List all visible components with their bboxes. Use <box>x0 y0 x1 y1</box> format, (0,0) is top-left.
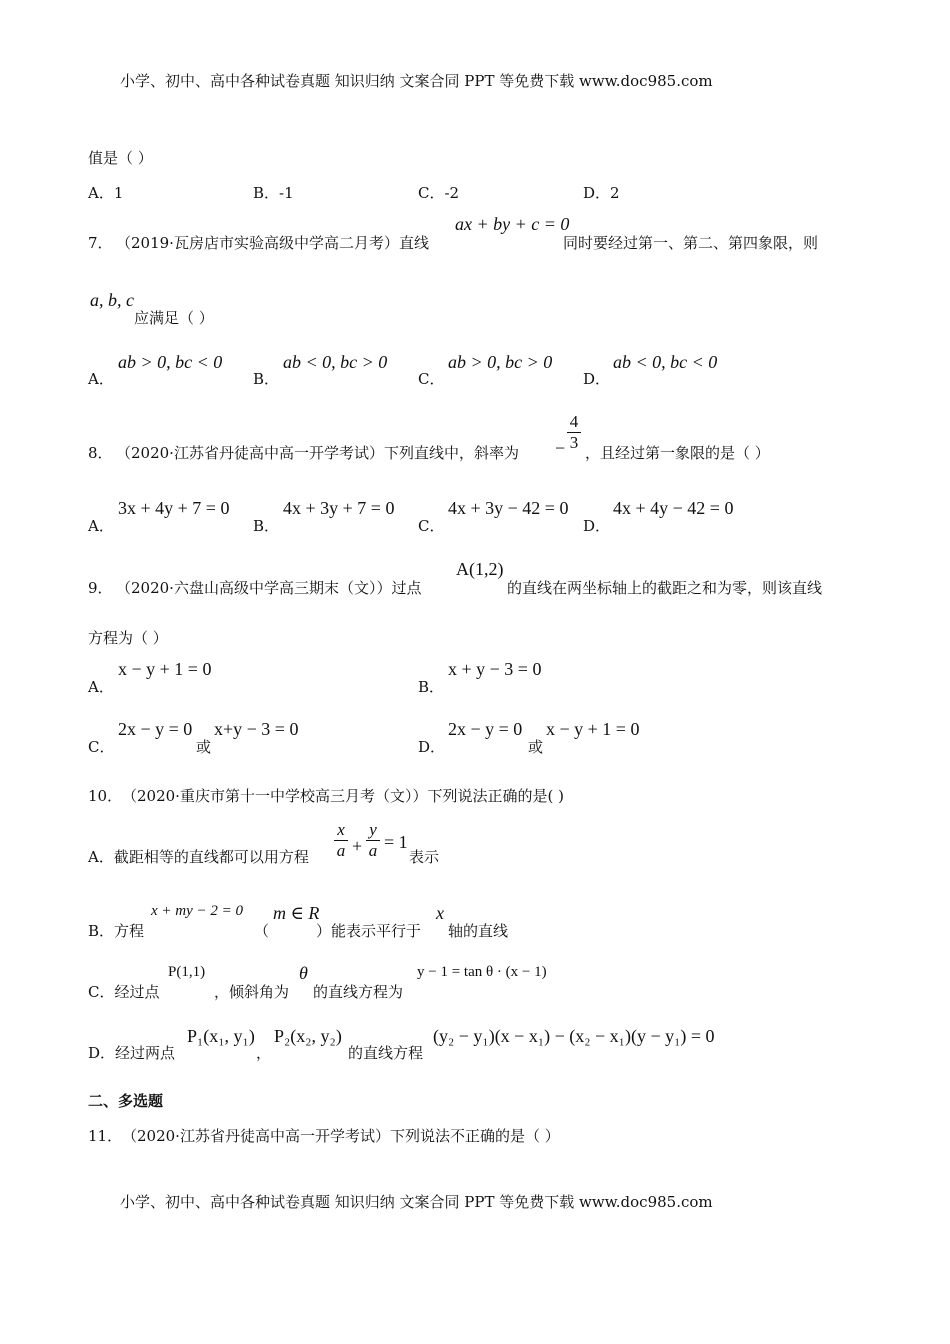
q8-frac-num: 4 <box>569 412 579 431</box>
q10-c-point: P(1,1) <box>168 964 206 980</box>
q6-option-c: C．-2 <box>418 184 460 202</box>
q7-vars: a, b, c <box>90 290 134 310</box>
q11-source: （2020·江苏省丹徒高中高一开学考试）下列说法不正确的是（ ） <box>122 1127 560 1145</box>
q10-d-comma: ， <box>256 1044 272 1062</box>
q8-option-d-math: 4x + 4y − 42 = 0 <box>613 498 734 518</box>
q7-option-d-math: ab < 0, bc < 0 <box>613 352 718 372</box>
q8-option-c-letter: C． <box>418 517 445 535</box>
q9-option-d-letter: D． <box>418 738 446 756</box>
q9-option-d-math2: x − y + 1 = 0 <box>546 719 640 739</box>
q7-text2: 同时要经过第一、第二、第四象限，则 <box>563 234 819 252</box>
q10-a-plus: + <box>352 836 363 856</box>
q8-option-c-math: 4x + 3y − 42 = 0 <box>448 498 569 518</box>
q9-option-d-or: 或 <box>528 738 544 756</box>
q10-c-text: C．经过点 <box>88 983 160 1001</box>
q10-b-paren-close: ）能表示平行于 <box>316 922 422 940</box>
q10-a-frac2-num: y <box>369 820 377 839</box>
q9-option-c-or: 或 <box>196 738 212 756</box>
q10-c-text2: ，倾斜角为 <box>214 983 290 1001</box>
q10-a-frac1-num: x <box>337 820 345 839</box>
q9-text3: 方程为（ ） <box>88 629 168 647</box>
q6-option-a: A．1 <box>88 184 124 202</box>
q10-b-math: x + my − 2 = 0 <box>151 903 244 919</box>
section-title-multiple-choice: 二、多选题 <box>88 1092 164 1110</box>
q10-a-frac2 <box>366 820 380 861</box>
q9-option-d-math1: 2x − y = 0 <box>448 719 523 739</box>
page-header: 小学、初中、高中各种试卷真题 知识归纳 文案合同 PPT 等免费下载 www.doc985.com <box>120 72 713 90</box>
q7-formula: ax + by + c = 0 <box>455 214 570 234</box>
q10-d-p2: P₂(x₂, y₂) <box>274 1026 342 1046</box>
q10-b-text: B．方程 <box>88 922 145 940</box>
q10-b-paren-open: （ <box>254 922 270 940</box>
page-footer: 小学、初中、高中各种试卷真题 知识归纳 文案合同 PPT 等免费下载 www.doc985.com <box>120 1193 713 1211</box>
q8-option-a-letter: A． <box>88 517 114 535</box>
q9-option-b-letter: B． <box>418 678 445 696</box>
q9-source: （2020·六盘山高级中学高三期末（文））过点 <box>116 579 422 597</box>
q8-text2: ，且经过第一象限的是（ ） <box>585 444 770 462</box>
q8-number: 8． <box>88 444 113 462</box>
q10-d-p1: P₁(x₁, y₁) <box>187 1026 255 1046</box>
q7-source: （2019·瓦房店市实验高级中学高二月考）直线 <box>116 234 429 252</box>
q7-option-c-math: ab > 0, bc > 0 <box>448 352 553 372</box>
q9-text2: 的直线在两坐标轴上的截距之和为零，则该直线 <box>507 579 823 597</box>
q9-point: A(1,2) <box>456 559 504 579</box>
q8-slope-fraction <box>567 412 581 453</box>
q10-number: 10． <box>88 787 123 805</box>
q9-option-b-math: x + y − 3 = 0 <box>448 659 542 679</box>
q9-option-c-letter: C． <box>88 738 115 756</box>
q10-c-text3: 的直线方程为 <box>313 983 404 1001</box>
q7-text3: 应满足（ ） <box>134 309 214 327</box>
q7-option-a-math: ab > 0, bc < 0 <box>118 352 223 372</box>
q10-a-eq: = 1 <box>384 832 408 852</box>
q8-frac-den: 3 <box>569 433 579 452</box>
q11-number: 11． <box>88 1127 123 1145</box>
q10-b-tail: 轴的直线 <box>448 922 509 940</box>
q10-b-x: x <box>436 903 444 923</box>
q10-source: （2020·重庆市第十一中学校高三月考（文））下列说法正确的是( ) <box>122 787 564 805</box>
q10-c-math: y − 1 = tan θ · (x − 1) <box>417 964 547 980</box>
q7-option-d-letter: D． <box>583 370 611 388</box>
q6-tail: 值是（ ） <box>88 149 153 167</box>
q10-b-cond: m ∈ R <box>273 903 320 923</box>
q8-option-b-math: 4x + 3y + 7 = 0 <box>283 498 395 518</box>
q8-option-b-letter: B． <box>253 517 280 535</box>
q7-option-b-math: ab < 0, bc > 0 <box>283 352 388 372</box>
q9-option-c-math2: x+y − 3 = 0 <box>214 719 299 739</box>
q8-minus: − <box>555 438 566 458</box>
q7-option-c-letter: C． <box>418 370 445 388</box>
q9-number: 9． <box>88 579 113 597</box>
q10-d-text2: 的直线方程 <box>348 1044 424 1062</box>
q10-a-frac1 <box>334 820 348 861</box>
q8-source: （2020·江苏省丹徒高中高一开学考试）下列直线中，斜率为 <box>116 444 519 462</box>
q10-a-frac1-den: a <box>336 841 346 860</box>
q10-d-text: D．经过两点 <box>88 1044 176 1062</box>
q8-option-d-letter: D． <box>583 517 611 535</box>
q6-option-d: D．2 <box>583 184 620 202</box>
q7-number: 7． <box>88 234 113 252</box>
q10-a-frac2-den: a <box>368 841 378 860</box>
q7-option-a-letter: A． <box>88 370 114 388</box>
q10-a-text: A．截距相等的直线都可以用方程 <box>88 848 309 866</box>
q9-option-a-math: x − y + 1 = 0 <box>118 659 212 679</box>
q10-a-tail: 表示 <box>409 848 440 866</box>
q7-option-b-letter: B． <box>253 370 280 388</box>
q10-d-math: (y₂ − y₁)(x − x₁) − (x₂ − x₁)(y − y₁) = 0 <box>433 1026 715 1046</box>
q6-option-b: B．-1 <box>253 184 294 202</box>
q9-option-a-letter: A． <box>88 678 114 696</box>
q9-option-c-math1: 2x − y = 0 <box>118 719 193 739</box>
q8-option-a-math: 3x + 4y + 7 = 0 <box>118 498 230 518</box>
q10-c-theta: θ <box>299 963 308 983</box>
